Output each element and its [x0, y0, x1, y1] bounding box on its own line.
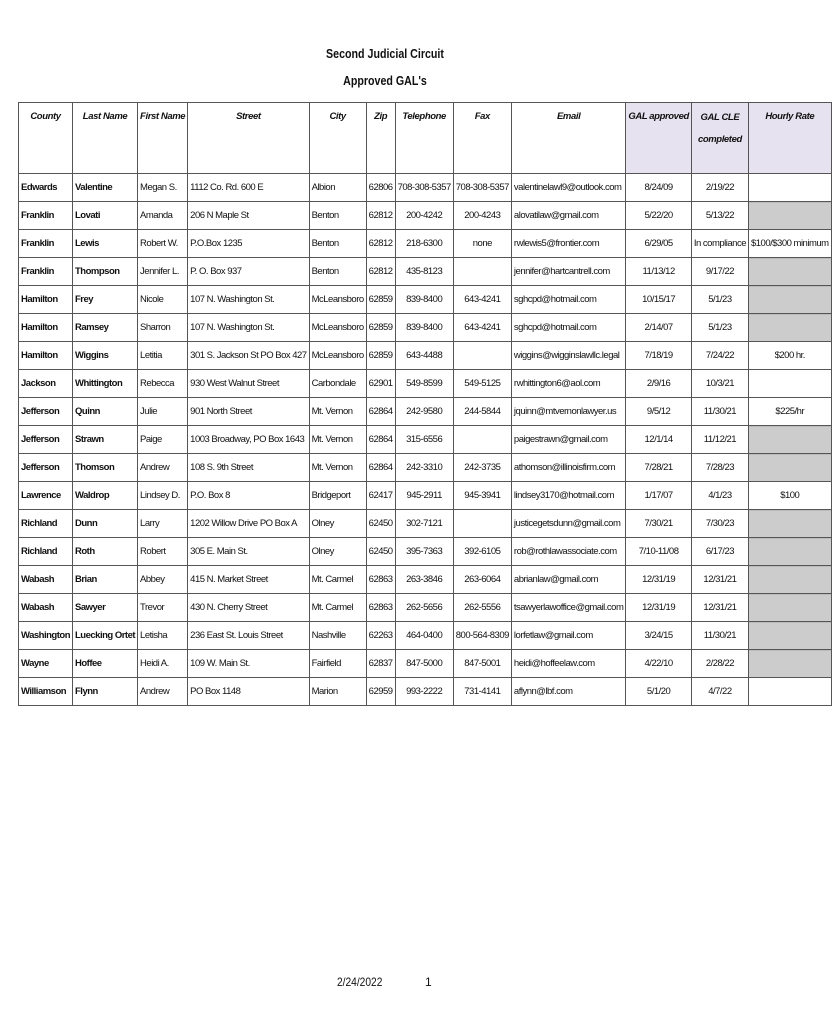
- cell-last-name: Dunn: [73, 510, 138, 538]
- table-row: [19, 510, 832, 538]
- cell-zip: 62263: [366, 622, 395, 650]
- cell-gal-approved: 6/29/05: [626, 230, 691, 258]
- cell-fax: [453, 426, 511, 454]
- cell-telephone: 993-2222: [395, 678, 453, 706]
- cell-email: aflynn@lbf.com: [511, 678, 625, 706]
- gal-table: [18, 102, 832, 706]
- cell-hourly-rate: $100/$300 minimum: [748, 230, 831, 258]
- cell-hourly-rate: [748, 258, 831, 286]
- cell-email: athomson@illinoisfirm.com: [511, 454, 625, 482]
- cell-last-name: Roth: [73, 538, 138, 566]
- header-hourly-rate: Hourly Rate: [748, 103, 831, 174]
- cell-city: Benton: [309, 230, 366, 258]
- cell-hourly-rate: [748, 454, 831, 482]
- cell-gal-cle: 6/17/23: [691, 538, 748, 566]
- cell-telephone: 302-7121: [395, 510, 453, 538]
- header-county: County: [19, 103, 73, 174]
- cell-first-name: Amanda: [138, 202, 188, 230]
- table-row: [19, 174, 832, 202]
- cell-gal-cle: 7/24/22: [691, 342, 748, 370]
- cell-first-name: Nicole: [138, 286, 188, 314]
- cell-city: Albion: [309, 174, 366, 202]
- cell-city: Mt. Carmel: [309, 566, 366, 594]
- header-street: Street: [188, 103, 309, 174]
- cell-county: Jackson: [19, 370, 73, 398]
- cell-zip: 62812: [366, 258, 395, 286]
- cell-hourly-rate: [748, 566, 831, 594]
- cell-fax: [453, 258, 511, 286]
- cell-telephone: 242-9580: [395, 398, 453, 426]
- cell-first-name: Paige: [138, 426, 188, 454]
- cell-county: Hamilton: [19, 286, 73, 314]
- cell-fax: 263-6064: [453, 566, 511, 594]
- cell-email: sghcpd@hotmail.com: [511, 286, 625, 314]
- cell-gal-cle: 5/1/23: [691, 314, 748, 342]
- table-header: [19, 103, 832, 174]
- document-subtitle: Approved GAL's: [343, 73, 427, 88]
- cell-fax: 244-5844: [453, 398, 511, 426]
- cell-first-name: Abbey: [138, 566, 188, 594]
- cell-gal-approved: 7/18/19: [626, 342, 691, 370]
- cell-city: Carbondale: [309, 370, 366, 398]
- cell-gal-approved: 2/14/07: [626, 314, 691, 342]
- cell-city: Fairfield: [309, 650, 366, 678]
- cell-gal-cle: 9/17/22: [691, 258, 748, 286]
- cell-gal-cle: 4/7/22: [691, 678, 748, 706]
- cell-street: 236 East St. Louis Street: [188, 622, 309, 650]
- cell-first-name: Megan S.: [138, 174, 188, 202]
- cell-hourly-rate: $100: [748, 482, 831, 510]
- cell-fax: 847-5001: [453, 650, 511, 678]
- cell-county: Hamilton: [19, 314, 73, 342]
- cell-zip: 62959: [366, 678, 395, 706]
- cell-city: Marion: [309, 678, 366, 706]
- cell-telephone: 262-5656: [395, 594, 453, 622]
- cell-street: PO Box 1148: [188, 678, 309, 706]
- cell-county: Wabash: [19, 594, 73, 622]
- cell-zip: 62812: [366, 202, 395, 230]
- cell-telephone: 200-4242: [395, 202, 453, 230]
- cell-gal-cle: 11/30/21: [691, 398, 748, 426]
- cell-first-name: Julie: [138, 398, 188, 426]
- cell-hourly-rate: $225/hr: [748, 398, 831, 426]
- cell-email: jennifer@hartcantrell.com: [511, 258, 625, 286]
- cell-zip: 62450: [366, 538, 395, 566]
- cell-telephone: 435-8123: [395, 258, 453, 286]
- cell-telephone: 839-8400: [395, 286, 453, 314]
- cell-gal-cle: 4/1/23: [691, 482, 748, 510]
- cell-email: lindsey3170@hotmail.com: [511, 482, 625, 510]
- cell-email: rwlewis5@frontier.com: [511, 230, 625, 258]
- cell-email: wiggins@wigginslawllc.legal: [511, 342, 625, 370]
- cell-email: tsawyerlawoffice@gmail.com: [511, 594, 625, 622]
- cell-gal-approved: 12/31/19: [626, 594, 691, 622]
- cell-street: 107 N. Washington St.: [188, 314, 309, 342]
- header-fax: Fax: [453, 103, 511, 174]
- cell-fax: 731-4141: [453, 678, 511, 706]
- cell-city: Nashville: [309, 622, 366, 650]
- cell-gal-approved: 3/24/15: [626, 622, 691, 650]
- cell-first-name: Heidi A.: [138, 650, 188, 678]
- cell-fax: 643-4241: [453, 286, 511, 314]
- cell-gal-approved: 1/17/07: [626, 482, 691, 510]
- table-row: [19, 622, 832, 650]
- cell-city: Benton: [309, 258, 366, 286]
- cell-fax: 800-564-8309: [453, 622, 511, 650]
- cell-last-name: Lewis: [73, 230, 138, 258]
- cell-gal-cle: 12/31/21: [691, 566, 748, 594]
- header-last-name: Last Name: [73, 103, 138, 174]
- cell-telephone: 643-4488: [395, 342, 453, 370]
- cell-fax: [453, 510, 511, 538]
- cell-county: Wabash: [19, 566, 73, 594]
- cell-city: Mt. Vernon: [309, 454, 366, 482]
- cell-gal-cle: 12/31/21: [691, 594, 748, 622]
- cell-gal-approved: 11/13/12: [626, 258, 691, 286]
- footer-date: 2/24/2022: [337, 975, 383, 989]
- cell-first-name: Robert: [138, 538, 188, 566]
- cell-fax: 200-4243: [453, 202, 511, 230]
- cell-city: Benton: [309, 202, 366, 230]
- cell-city: McLeansboro: [309, 314, 366, 342]
- cell-street: 305 E. Main St.: [188, 538, 309, 566]
- cell-gal-cle: 7/28/23: [691, 454, 748, 482]
- cell-telephone: 847-5000: [395, 650, 453, 678]
- cell-fax: 549-5125: [453, 370, 511, 398]
- cell-fax: [453, 342, 511, 370]
- header-gal-approved: GAL approved: [626, 103, 691, 174]
- table-row: [19, 398, 832, 426]
- cell-gal-approved: 7/28/21: [626, 454, 691, 482]
- cell-fax: 262-5556: [453, 594, 511, 622]
- cell-first-name: Andrew: [138, 678, 188, 706]
- cell-first-name: Jennifer L.: [138, 258, 188, 286]
- cell-hourly-rate: [748, 174, 831, 202]
- cell-hourly-rate: [748, 650, 831, 678]
- header-first-name: First Name: [138, 103, 188, 174]
- cell-county: Franklin: [19, 202, 73, 230]
- header-email: Email: [511, 103, 625, 174]
- cell-zip: 62837: [366, 650, 395, 678]
- cell-gal-approved: 12/31/19: [626, 566, 691, 594]
- cell-city: Olney: [309, 510, 366, 538]
- cell-last-name: Quinn: [73, 398, 138, 426]
- cell-zip: 62806: [366, 174, 395, 202]
- cell-first-name: Letisha: [138, 622, 188, 650]
- cell-hourly-rate: [748, 202, 831, 230]
- cell-telephone: 708-308-5357: [395, 174, 453, 202]
- table-row: [19, 202, 832, 230]
- cell-city: Bridgeport: [309, 482, 366, 510]
- cell-first-name: Letitia: [138, 342, 188, 370]
- table-row: [19, 342, 832, 370]
- cell-street: 206 N Maple St: [188, 202, 309, 230]
- cell-telephone: 218-6300: [395, 230, 453, 258]
- cell-last-name: Lovati: [73, 202, 138, 230]
- cell-street: 301 S. Jackson St PO Box 427: [188, 342, 309, 370]
- cell-last-name: Ramsey: [73, 314, 138, 342]
- table-row: [19, 538, 832, 566]
- cell-fax: 242-3735: [453, 454, 511, 482]
- cell-email: rob@rothlawassociate.com: [511, 538, 625, 566]
- cell-first-name: Rebecca: [138, 370, 188, 398]
- cell-telephone: 549-8599: [395, 370, 453, 398]
- cell-email: valentinelawl9@outlook.com: [511, 174, 625, 202]
- cell-gal-cle: 2/28/22: [691, 650, 748, 678]
- cell-county: Williamson: [19, 678, 73, 706]
- cell-street: 430 N. Cherry Street: [188, 594, 309, 622]
- cell-last-name: Wiggins: [73, 342, 138, 370]
- footer-page-number: 1: [425, 975, 432, 989]
- cell-telephone: 395-7363: [395, 538, 453, 566]
- cell-zip: 62859: [366, 342, 395, 370]
- table-row: [19, 286, 832, 314]
- cell-hourly-rate: [748, 594, 831, 622]
- cell-street: 415 N. Market Street: [188, 566, 309, 594]
- cell-zip: 62859: [366, 286, 395, 314]
- cell-first-name: Larry: [138, 510, 188, 538]
- cell-zip: 62812: [366, 230, 395, 258]
- cell-county: Wayne: [19, 650, 73, 678]
- cell-last-name: Waldrop: [73, 482, 138, 510]
- cell-hourly-rate: [748, 510, 831, 538]
- cell-email: heidi@hoffeelaw.com: [511, 650, 625, 678]
- cell-telephone: 945-2911: [395, 482, 453, 510]
- cell-zip: 62864: [366, 454, 395, 482]
- cell-county: Lawrence: [19, 482, 73, 510]
- cell-last-name: Luecking Ortet: [73, 622, 138, 650]
- cell-street: 109 W. Main St.: [188, 650, 309, 678]
- cell-last-name: Flynn: [73, 678, 138, 706]
- cell-gal-cle: In compliance: [691, 230, 748, 258]
- cell-county: Edwards: [19, 174, 73, 202]
- table-body: [19, 174, 832, 706]
- cell-email: sghcpd@hotmail.com: [511, 314, 625, 342]
- cell-zip: 62863: [366, 566, 395, 594]
- cell-gal-approved: 9/5/12: [626, 398, 691, 426]
- cell-first-name: Andrew: [138, 454, 188, 482]
- table-row: [19, 258, 832, 286]
- cell-zip: 62864: [366, 398, 395, 426]
- cell-last-name: Whittington: [73, 370, 138, 398]
- cell-gal-cle: 11/12/21: [691, 426, 748, 454]
- document-title: Second Judicial Circuit: [326, 46, 444, 61]
- cell-first-name: Robert W.: [138, 230, 188, 258]
- cell-gal-cle: 5/1/23: [691, 286, 748, 314]
- table-row: [19, 454, 832, 482]
- cell-email: justicegetsdunn@gmail.com: [511, 510, 625, 538]
- cell-telephone: 839-8400: [395, 314, 453, 342]
- header-zip: Zip: [366, 103, 395, 174]
- cell-city: Olney: [309, 538, 366, 566]
- table-row: [19, 566, 832, 594]
- cell-street: P. O. Box 937: [188, 258, 309, 286]
- cell-fax: none: [453, 230, 511, 258]
- cell-street: 107 N. Washington St.: [188, 286, 309, 314]
- cell-hourly-rate: [748, 678, 831, 706]
- header-telephone: Telephone: [395, 103, 453, 174]
- table-row: [19, 370, 832, 398]
- cell-hourly-rate: [748, 314, 831, 342]
- cell-last-name: Thomson: [73, 454, 138, 482]
- cell-fax: 945-3941: [453, 482, 511, 510]
- cell-street: 108 S. 9th Street: [188, 454, 309, 482]
- cell-county: Jefferson: [19, 454, 73, 482]
- header-gal-cle: GAL CLE completed: [691, 103, 748, 174]
- cell-first-name: Trevor: [138, 594, 188, 622]
- cell-street: 1112 Co. Rd. 600 E: [188, 174, 309, 202]
- cell-street: 901 North Street: [188, 398, 309, 426]
- cell-zip: 62901: [366, 370, 395, 398]
- cell-last-name: Hoffee: [73, 650, 138, 678]
- cell-telephone: 242-3310: [395, 454, 453, 482]
- cell-gal-approved: 4/22/10: [626, 650, 691, 678]
- cell-street: 1003 Broadway, PO Box 1643: [188, 426, 309, 454]
- cell-zip: 62417: [366, 482, 395, 510]
- cell-gal-cle: 11/30/21: [691, 622, 748, 650]
- cell-street: 930 West Walnut Street: [188, 370, 309, 398]
- cell-county: Richland: [19, 510, 73, 538]
- cell-gal-cle: 2/19/22: [691, 174, 748, 202]
- cell-gal-approved: 7/30/21: [626, 510, 691, 538]
- cell-email: alovatilaw@gmail.com: [511, 202, 625, 230]
- cell-fax: 708-308-5357: [453, 174, 511, 202]
- cell-zip: 62864: [366, 426, 395, 454]
- cell-hourly-rate: $200 hr.: [748, 342, 831, 370]
- cell-county: Franklin: [19, 230, 73, 258]
- cell-hourly-rate: [748, 538, 831, 566]
- cell-telephone: 315-6556: [395, 426, 453, 454]
- cell-county: Jefferson: [19, 398, 73, 426]
- cell-hourly-rate: [748, 286, 831, 314]
- cell-last-name: Sawyer: [73, 594, 138, 622]
- table-row: [19, 314, 832, 342]
- table-row: [19, 650, 832, 678]
- cell-city: Mt. Carmel: [309, 594, 366, 622]
- cell-county: Franklin: [19, 258, 73, 286]
- cell-gal-approved: 12/1/14: [626, 426, 691, 454]
- cell-county: Washington: [19, 622, 73, 650]
- cell-gal-approved: 7/10-11/08: [626, 538, 691, 566]
- cell-county: Hamilton: [19, 342, 73, 370]
- cell-hourly-rate: [748, 370, 831, 398]
- cell-city: McLeansboro: [309, 286, 366, 314]
- cell-fax: 392-6105: [453, 538, 511, 566]
- cell-gal-approved: 10/15/17: [626, 286, 691, 314]
- cell-email: abrianlaw@gmail.com: [511, 566, 625, 594]
- cell-gal-cle: 7/30/23: [691, 510, 748, 538]
- cell-gal-cle: 5/13/22: [691, 202, 748, 230]
- cell-hourly-rate: [748, 622, 831, 650]
- cell-city: Mt. Vernon: [309, 398, 366, 426]
- cell-last-name: Frey: [73, 286, 138, 314]
- cell-last-name: Brian: [73, 566, 138, 594]
- cell-zip: 62863: [366, 594, 395, 622]
- cell-gal-approved: 5/22/20: [626, 202, 691, 230]
- header-city: City: [309, 103, 366, 174]
- cell-first-name: Sharron: [138, 314, 188, 342]
- table-row: [19, 482, 832, 510]
- cell-gal-approved: 5/1/20: [626, 678, 691, 706]
- cell-telephone: 263-3846: [395, 566, 453, 594]
- table-row: [19, 678, 832, 706]
- table-row: [19, 230, 832, 258]
- cell-city: McLeansboro: [309, 342, 366, 370]
- cell-gal-approved: 2/9/16: [626, 370, 691, 398]
- cell-city: Mt. Vernon: [309, 426, 366, 454]
- cell-last-name: Valentine: [73, 174, 138, 202]
- cell-zip: 62450: [366, 510, 395, 538]
- cell-last-name: Thompson: [73, 258, 138, 286]
- cell-telephone: 464-0400: [395, 622, 453, 650]
- cell-last-name: Strawn: [73, 426, 138, 454]
- cell-email: lorfetlaw@gmail.com: [511, 622, 625, 650]
- cell-email: rwhittington6@aol.com: [511, 370, 625, 398]
- cell-street: P.O. Box 8: [188, 482, 309, 510]
- cell-fax: 643-4241: [453, 314, 511, 342]
- cell-county: Richland: [19, 538, 73, 566]
- cell-street: 1202 Willow Drive PO Box A: [188, 510, 309, 538]
- table-row: [19, 594, 832, 622]
- cell-first-name: Lindsey D.: [138, 482, 188, 510]
- cell-gal-cle: 10/3/21: [691, 370, 748, 398]
- cell-street: P.O.Box 1235: [188, 230, 309, 258]
- cell-zip: 62859: [366, 314, 395, 342]
- cell-gal-approved: 8/24/09: [626, 174, 691, 202]
- table-row: [19, 426, 832, 454]
- cell-email: jquinn@mtvernonlawyer.us: [511, 398, 625, 426]
- cell-email: paigestrawn@gmail.com: [511, 426, 625, 454]
- cell-county: Jefferson: [19, 426, 73, 454]
- cell-hourly-rate: [748, 426, 831, 454]
